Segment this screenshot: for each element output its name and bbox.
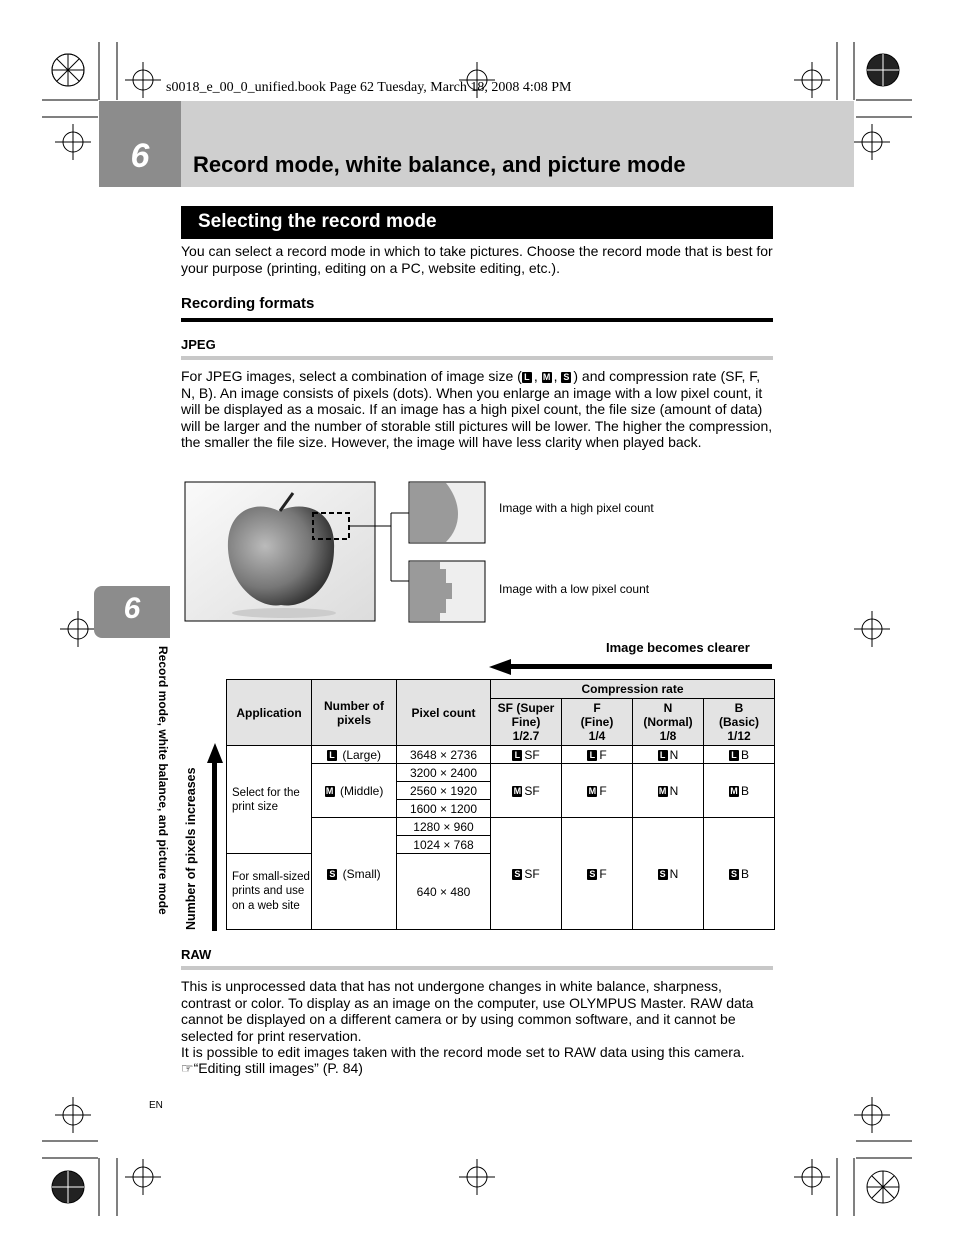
- code-cell: M N: [633, 764, 704, 818]
- code-cell: S B: [704, 818, 775, 930]
- pixel-cell: 1600 × 1200: [397, 800, 491, 818]
- clearer-label: Image becomes clearer: [606, 640, 750, 655]
- size-small: S (Small): [312, 818, 397, 930]
- code-cell: S F: [562, 818, 633, 930]
- th-rate-f: F (Fine) 1/4: [562, 699, 633, 746]
- code-cell: L F: [562, 746, 633, 764]
- th-application: Application: [227, 680, 312, 746]
- jpeg-text-b: ) and compression rate (SF, F, N, B). An image consists of pixels (dots). When you enlarge an image with a low pixel count, it will be displayed as a mosaic. If an image has a high pixel count, the file size (amount of data) will be larger and the number of storable still pictures will be lower. The higher the compression, the smaller the file size. However, the image will have less clarity when played back.: [181, 368, 773, 450]
- jpeg-format-table: [226, 679, 775, 930]
- size-small-icon: S: [563, 371, 570, 382]
- th-rate-b: B (Basic) 1/12: [704, 699, 775, 746]
- th-compression-rate: Compression rate: [491, 680, 775, 699]
- app-web-use: For small-sized prints and use on a web site: [227, 854, 312, 930]
- subheading-recording-formats: Recording formats: [181, 295, 315, 312]
- sep: ,: [533, 368, 542, 384]
- up-arrow: [205, 743, 225, 933]
- chapter-number: 6: [130, 137, 150, 175]
- pixel-cell: 2560 × 1920: [397, 782, 491, 800]
- language-label: EN: [149, 1100, 163, 1111]
- th-number-pixels: Number of pixels: [312, 680, 397, 746]
- th-pixel-count: Pixel count: [397, 680, 491, 746]
- jpeg-text-a: For JPEG images, select a combination of image size (: [181, 368, 522, 384]
- apple-figure: [184, 481, 504, 626]
- reference-text: “Editing still images” (P. 84): [193, 1060, 363, 1076]
- side-tab-number: 6: [123, 592, 141, 625]
- jpeg-paragraph: [181, 368, 773, 451]
- subheading-rule: [181, 318, 773, 322]
- code-cell: L SF: [491, 746, 562, 764]
- app-print-size: Select for the print size: [227, 746, 312, 854]
- th-rate-n: N (Normal) 1/8: [633, 699, 704, 746]
- jpeg-heading: JPEG: [181, 337, 216, 352]
- size-large: L (Large): [312, 746, 397, 764]
- size-middle-icon: M: [542, 371, 551, 382]
- chapter-title: Record mode, white balance, and picture mode: [193, 152, 686, 177]
- size-large-icon: L: [522, 372, 532, 383]
- pixel-cell: 1024 × 768: [397, 836, 491, 854]
- pixels-increase-label: Number of pixels increases: [184, 767, 198, 930]
- raw-reference: [181, 1060, 773, 1077]
- section-heading-bar: [181, 206, 773, 239]
- section-title: Selecting the record mode: [198, 211, 437, 232]
- label-low-pixel: Image with a low pixel count: [499, 582, 650, 596]
- code-cell: S SF: [491, 818, 562, 930]
- code-cell: M F: [562, 764, 633, 818]
- code-cell: M B: [704, 764, 775, 818]
- raw-paragraph-2: It is possible to edit images taken with the record mode set to RAW data using this camera.: [181, 1044, 745, 1060]
- left-arrow: [489, 657, 774, 677]
- label-high-pixel: Image with a high pixel count: [499, 501, 654, 515]
- size-middle: M (Middle): [312, 764, 397, 818]
- code-cell: L N: [633, 746, 704, 764]
- pixel-cell: 3200 × 2400: [397, 764, 491, 782]
- code-cell: L B: [704, 746, 775, 764]
- intro-paragraph: You can select a record mode in which to take pictures. Choose the record mode that is best for your purpose (printing, editing on a PC, website editing, etc.).: [181, 243, 773, 276]
- th-rate-sf: SF (Super Fine) 1/2.7: [491, 699, 562, 746]
- code-cell: S N: [633, 818, 704, 930]
- raw-heading: RAW: [181, 947, 212, 962]
- raw-paragraph-1: This is unprocessed data that has not undergone changes in white balance, sharpness, contrast or color. To display as an image on the computer, use OLYMPUS Master. RAW data cannot be displayed on a different camera or by using common software, and it cannot be selected for print reservation.: [181, 978, 754, 1044]
- pixel-cell: 1280 × 960: [397, 818, 491, 836]
- raw-rule: [181, 966, 773, 970]
- jpeg-rule: [181, 356, 773, 360]
- chapter-side-tab: [94, 586, 170, 638]
- table-row: [227, 746, 775, 764]
- pixel-cell: 3648 × 2736: [397, 746, 491, 764]
- sep: ,: [553, 368, 562, 384]
- sidebar-chapter-text: Record mode, white balance, and picture mode: [156, 646, 170, 915]
- code-cell: M SF: [491, 764, 562, 818]
- reference-icon: ☞: [181, 1060, 194, 1076]
- pixel-cell: 640 × 480: [397, 854, 491, 930]
- book-info-line: s0018_e_00_0_unified.book Page 62 Tuesday, March 18, 2008 4:08 PM: [166, 80, 572, 95]
- chapter-number-box: [99, 101, 181, 187]
